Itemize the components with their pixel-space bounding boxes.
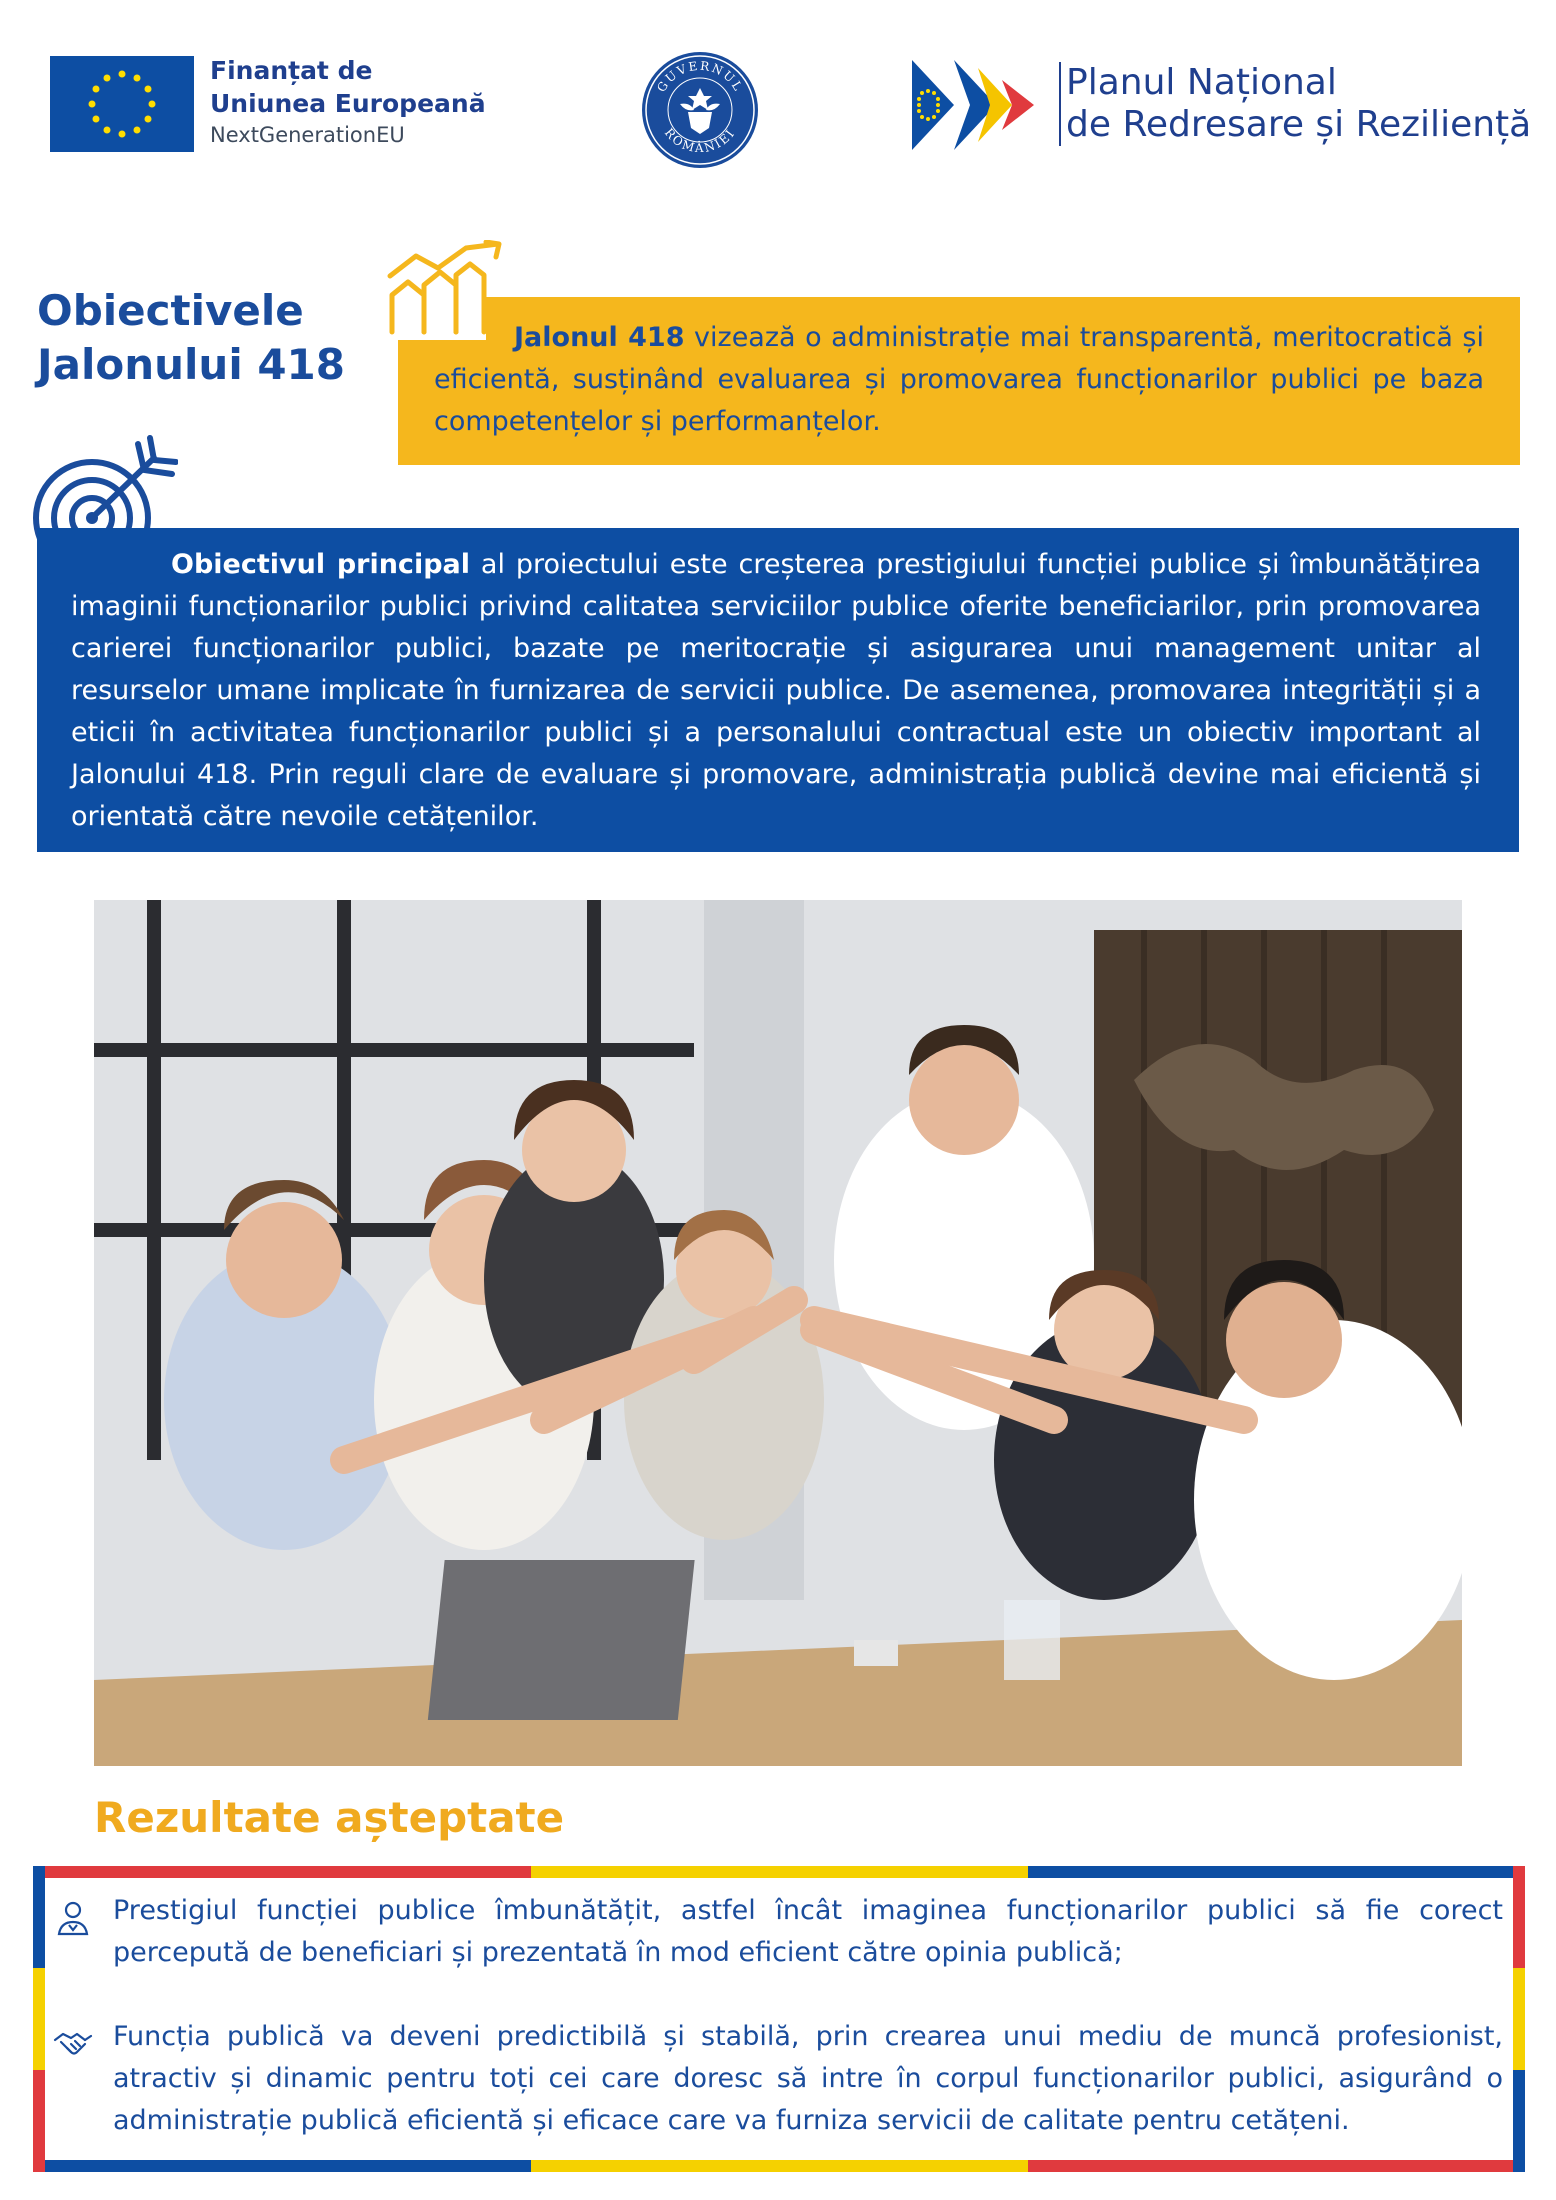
milestone-box: [398, 297, 1520, 465]
objectives-title-line2: Jalonului 418: [37, 340, 346, 389]
main-objective-box: [37, 528, 1519, 852]
government-seal-icon: [640, 50, 760, 170]
pnrr-line1: Planul Național: [1066, 62, 1337, 103]
results-title: Rezultate așteptate: [94, 1793, 565, 1842]
main-objective-text: al proiectului este creșterea prestigiului funcției publice și îmbunătățirea imaginii funcționarilor publici privind calitatea serviciilor publice oferite beneficiarilor, prin promovarea carierei funcționarilor publici, bazate pe meritocrație și asigurarea unui management unitar al resurselor umane implicate în furnizarea de servicii publice. De asemenea, promovarea integrității și a eticii în activitatea funcționarilor publici și a personalului contractual este un obiectiv important al Jalonului 418. Prin reguli clare de evaluare și promovare, administrația publică devine mai eficientă și orientată către nevoile cetățenilor.: [71, 549, 1482, 832]
pnrr-separator: [1059, 62, 1061, 146]
eu-flag-icon: [50, 56, 194, 152]
eu-line3: NextGenerationEU: [210, 123, 405, 147]
seal-top-text: GUVERNUL: [654, 58, 746, 95]
growth-chart-icon: [386, 240, 508, 340]
result-item-2: Funcția publică va deveni predictibilă și stabilă, prin crearea unui mediu de muncă profesionist, atractiv și dinamic pentru toți cei care doresc să intre în corpul funcționarilor publici, asigurând o administrație publică eficientă și eficace care va furniza servicii de calitate pentru cetățeni.: [113, 2021, 1503, 2136]
frame-top-red: [33, 1866, 531, 1878]
person-icon: [53, 1898, 93, 1938]
eu-line1: Finanțat de: [210, 56, 373, 85]
pnrr-logo-icon: [912, 60, 1054, 150]
frame-right-blue: [1513, 2070, 1525, 2172]
frame-left-red: [33, 2070, 45, 2172]
eu-line2: Uniunea Europeană: [210, 89, 486, 118]
frame-right-yellow: [1513, 1968, 1525, 2070]
milestone-text: vizează o administrație mai transparentă, meritocratică și eficientă, susținând evaluarea și promovarea funcționarilor publici pe baza competențelor și performanțelor.: [434, 322, 1484, 437]
objectives-title: [37, 284, 345, 392]
objectives-title-line1: Obiectivele: [37, 286, 304, 335]
frame-left-blue: [33, 1866, 45, 1968]
frame-bottom-yellow: [531, 2160, 1028, 2172]
result-item-1: Prestigiul funcției publice îmbunătățit, astfel încât imaginea funcționarilor publici să fie corect percepută de beneficiari și prezentată în mod eficient către opinia publică;: [113, 1895, 1503, 1968]
seal-bottom-text: ROMÂNIEI: [661, 125, 739, 156]
frame-bottom-red: [1028, 2160, 1525, 2172]
frame-right-red: [1513, 1866, 1525, 1968]
handshake-icon: [53, 2024, 93, 2064]
team-photo: [94, 900, 1462, 1766]
main-objective-bold: Obiectivul principal: [171, 549, 470, 580]
frame-left-yellow: [33, 1968, 45, 2070]
pnrr-title: [1066, 62, 1531, 146]
frame-top-yellow: [531, 1866, 1028, 1878]
results-box: [33, 1866, 1525, 2172]
pnrr-line2: de Redresare și Reziliență: [1066, 104, 1532, 145]
eu-funding-text: [210, 54, 486, 150]
frame-top-blue: [1028, 1866, 1525, 1878]
milestone-bold: Jalonul 418: [514, 322, 685, 353]
frame-bottom-blue: [33, 2160, 531, 2172]
team-photo-illustration: [94, 900, 1462, 1766]
